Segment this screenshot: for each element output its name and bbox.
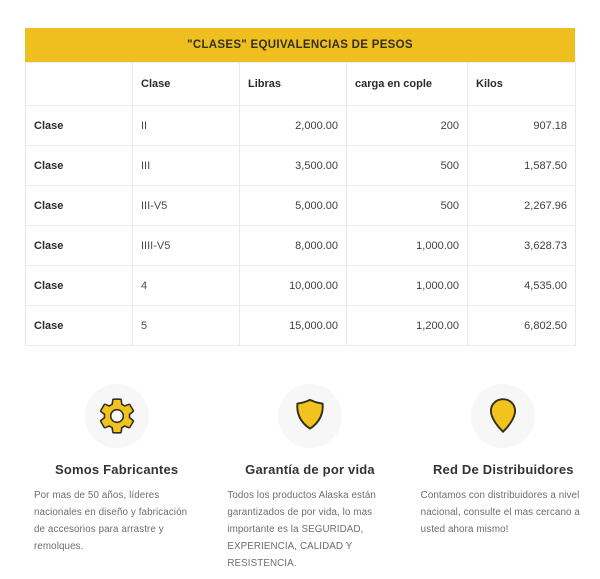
cell-libras: 15,000.00	[240, 306, 347, 346]
feature-card-garantia	[227, 384, 392, 572]
shield-icon	[278, 384, 342, 448]
cell-libras: 2,000.00	[240, 106, 347, 146]
feature-description: Contamos con distribuidores a nivel nacional, consulte el mas cercano a usted ahora mismo!	[420, 490, 580, 535]
equivalences-table	[25, 62, 576, 346]
cell-libras: 8,000.00	[240, 226, 347, 266]
cell-libras: 3,500.00	[240, 146, 347, 186]
row-label: Clase	[26, 146, 133, 186]
cell-carga: 1,000.00	[347, 226, 468, 266]
cell-clase: III	[133, 146, 240, 186]
cell-kilos: 2,267.96	[468, 186, 576, 226]
feature-description: Por mas de 50 años, líderes nacionales en diseño y fabricación de accesorios para arrastre y remolques.	[34, 490, 188, 552]
table-row	[26, 186, 576, 226]
feature-card-distribuidores	[421, 384, 586, 572]
column-header-empty	[26, 63, 133, 106]
cell-clase: IIII-V5	[133, 226, 240, 266]
cell-kilos: 3,628.73	[468, 226, 576, 266]
cell-libras: 5,000.00	[240, 186, 347, 226]
row-label: Clase	[26, 266, 133, 306]
table-row	[26, 106, 576, 146]
cell-carga: 500	[347, 186, 468, 226]
cell-kilos: 4,535.00	[468, 266, 576, 306]
column-header-carga: carga en cople	[347, 63, 468, 106]
cell-clase: 4	[133, 266, 240, 306]
table-row	[26, 266, 576, 306]
table-row	[26, 306, 576, 346]
features-section	[34, 384, 586, 572]
page	[0, 28, 600, 579]
feature-description: Todos los productos Alaska están garantizados de por vida, lo mas importante es la SEGURIDAD, EXPERIENCIA, CALIDAD Y RESISTENCIA.	[227, 490, 376, 569]
cell-clase: III-V5	[133, 186, 240, 226]
row-label: Clase	[26, 186, 133, 226]
column-header-kilos: Kilos	[468, 63, 576, 106]
cell-carga: 1,200.00	[347, 306, 468, 346]
table-row	[26, 226, 576, 266]
cell-clase: 5	[133, 306, 240, 346]
row-label: Clase	[26, 106, 133, 146]
cell-clase: II	[133, 106, 240, 146]
feature-title: Red De Distribuidores	[432, 462, 574, 477]
equivalences-table-section	[25, 28, 575, 346]
cell-kilos: 6,802.50	[468, 306, 576, 346]
row-label: Clase	[26, 226, 133, 266]
column-header-clase: Clase	[133, 63, 240, 106]
table-header-row	[26, 63, 576, 106]
cell-carga: 1,000.00	[347, 266, 468, 306]
feature-title: Somos Fabricantes	[55, 462, 179, 477]
cell-libras: 10,000.00	[240, 266, 347, 306]
cell-kilos: 907.18	[468, 106, 576, 146]
table-row	[26, 146, 576, 186]
table-title-bar: "CLASES" EQUIVALENCIAS DE PESOS	[25, 28, 575, 62]
cell-kilos: 1,587.50	[468, 146, 576, 186]
feature-title: Garantía de por vida	[245, 462, 375, 477]
feature-card-fabricantes	[34, 384, 199, 572]
table-body	[26, 106, 576, 346]
map-pin-icon	[471, 384, 535, 448]
cell-carga: 200	[347, 106, 468, 146]
row-label: Clase	[26, 306, 133, 346]
cell-carga: 500	[347, 146, 468, 186]
gear-icon	[85, 384, 149, 448]
column-header-libras: Libras	[240, 63, 347, 106]
table-header	[26, 63, 576, 106]
